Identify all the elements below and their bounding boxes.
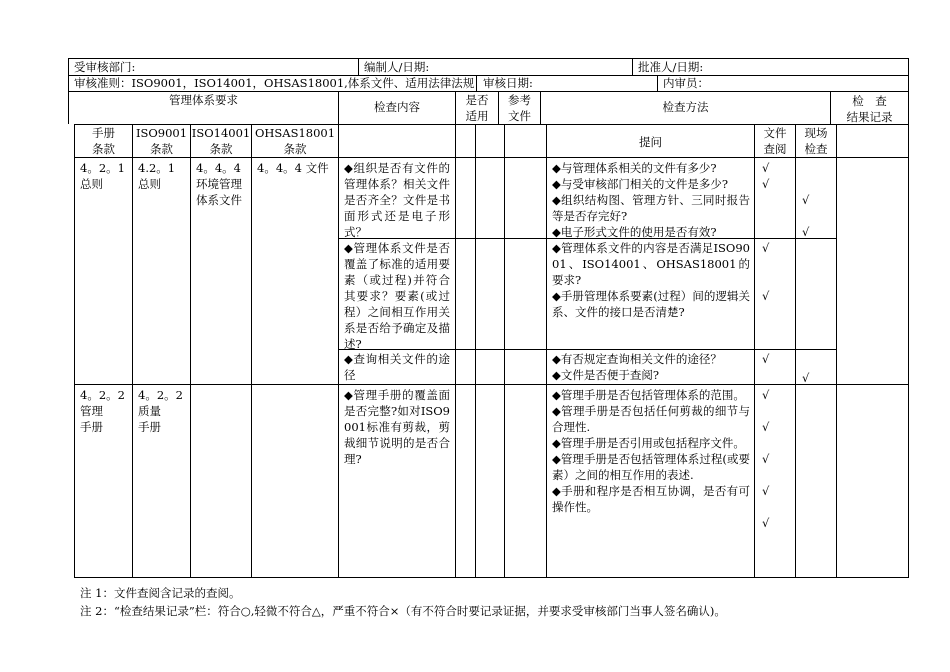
rule	[908, 124, 909, 578]
col-method: 检查方法	[662, 100, 709, 114]
site-check-mark: √ √	[802, 193, 810, 239]
auditor-label: 内审员：	[663, 76, 709, 90]
rule	[68, 58, 908, 59]
col-applicable: 是否 适用	[465, 93, 489, 123]
rule	[546, 124, 547, 578]
question-text: ◆管理体系文件的内容是否满足ISO9001、ISO14001、OHSAS18001的要求? ◆手册管理体系要素(过程）间的逻辑关系、文件的接口是否清楚?	[552, 241, 750, 319]
rule	[338, 124, 339, 578]
rule	[68, 58, 69, 124]
rule	[475, 124, 476, 578]
doc-review-mark: √ √	[762, 161, 770, 191]
iso14001-clause: 4。4。4 环境管理 体系文件	[196, 161, 242, 207]
check-content: ◆管理手册的覆盖面是否完整?如对ISO9001标准有剪裁，剪裁细节说明的是否合理?	[344, 388, 450, 466]
preparer-label: 编制人/日期:	[364, 60, 430, 74]
rule	[632, 58, 633, 75]
col-requirements: 管理体系要求	[169, 93, 238, 107]
audit-date-label: 审核日期:	[483, 76, 533, 90]
rule	[836, 124, 837, 578]
col-ohsas: OHSAS18001 条款	[254, 126, 336, 156]
col-doc-review: 文件 查阅	[763, 126, 787, 156]
rule	[504, 124, 505, 578]
rule	[657, 75, 658, 91]
check-content: ◆组织是否有文件的管理体系？相关文件是否齐全？文件是书面形式还是电子形式？	[344, 161, 450, 239]
rule	[908, 58, 909, 124]
col-site-check: 现场 检查	[804, 126, 828, 156]
rule	[754, 124, 755, 578]
rule	[358, 58, 359, 75]
rule	[251, 124, 252, 578]
doc-review-mark: √ √ √ √ √	[762, 388, 770, 530]
note-2: 注 2：“检查结果记录”栏：符合○,轻微不符合△，严重不符合×（有不符合时要记录证据，并要求受审核部门当事人签名确认)。	[80, 604, 726, 618]
rule	[476, 75, 477, 91]
col-iso9001: ISO9001 条款	[135, 126, 188, 156]
rule	[455, 124, 456, 578]
ohsas-clause: 4。4。4 文件	[257, 161, 329, 175]
col-result: 检 查 结果记录	[846, 94, 893, 124]
check-content: ◆查询相关文件的途径	[344, 352, 450, 382]
rule	[132, 124, 133, 578]
col-reference: 参考 文件	[508, 93, 531, 123]
audited-dept-label: 受审核部门:	[74, 60, 136, 74]
doc-review-mark: √	[762, 352, 770, 366]
manual-clause: 4。2。1 总则	[80, 161, 125, 191]
question-text: ◆与管理体系相关的文件有多少? ◆与受审核部门相关的文件是多少? ◆组织结构图、管理方针、三同时报告等是否存完好? ◆电子形式文件的使用是否有效?	[552, 161, 750, 239]
rule	[74, 577, 908, 578]
iso9001-clause: 4.2。1 总则	[138, 161, 176, 191]
site-check-mark: √	[802, 371, 810, 385]
col-question: 提问	[639, 135, 662, 149]
rule	[74, 124, 75, 578]
manual-clause: 4。2。2 管理 手册	[80, 388, 125, 434]
rule	[74, 157, 908, 158]
col-manual-clause: 手册 条款	[92, 126, 115, 156]
question-text: ◆有否规定查询相关文件的途径？ ◆文件是否便于查阅?	[552, 352, 722, 382]
col-content: 检查内容	[374, 100, 420, 114]
rule	[190, 124, 191, 578]
approver-label: 批准人/日期:	[638, 60, 704, 74]
rule	[74, 384, 908, 385]
question-text: ◆管理手册是否包括管理体系的范围。 ◆管理手册是否包括任何剪裁的细节与合理性. ◆管理手册是否引用或包括程序文件。 ◆管理手册是否包括管理体系过程(或要素）之间的相互作用的表述. ◆手册和程序是否相互协调，是否有可操作性。	[552, 388, 750, 514]
col-iso14001: ISO14001 条款	[191, 126, 251, 156]
doc-review-mark: √ √	[762, 241, 770, 303]
iso9001-clause: 4。2。2 质量 手册	[138, 388, 183, 434]
rule	[795, 124, 796, 578]
audit-criteria: 审核准则：ISO9001，ISO14001，OHSAS18001,体系文件、适用法律法规	[74, 76, 475, 90]
check-content: ◆管理体系文件是否覆盖了标准的适用要素（或过程)并符合其要求？要素(或过程）之间相互作用关系是否给予确定及描述?	[344, 241, 450, 351]
note-1: 注 1：文件查阅含记录的查阅。	[80, 586, 241, 600]
